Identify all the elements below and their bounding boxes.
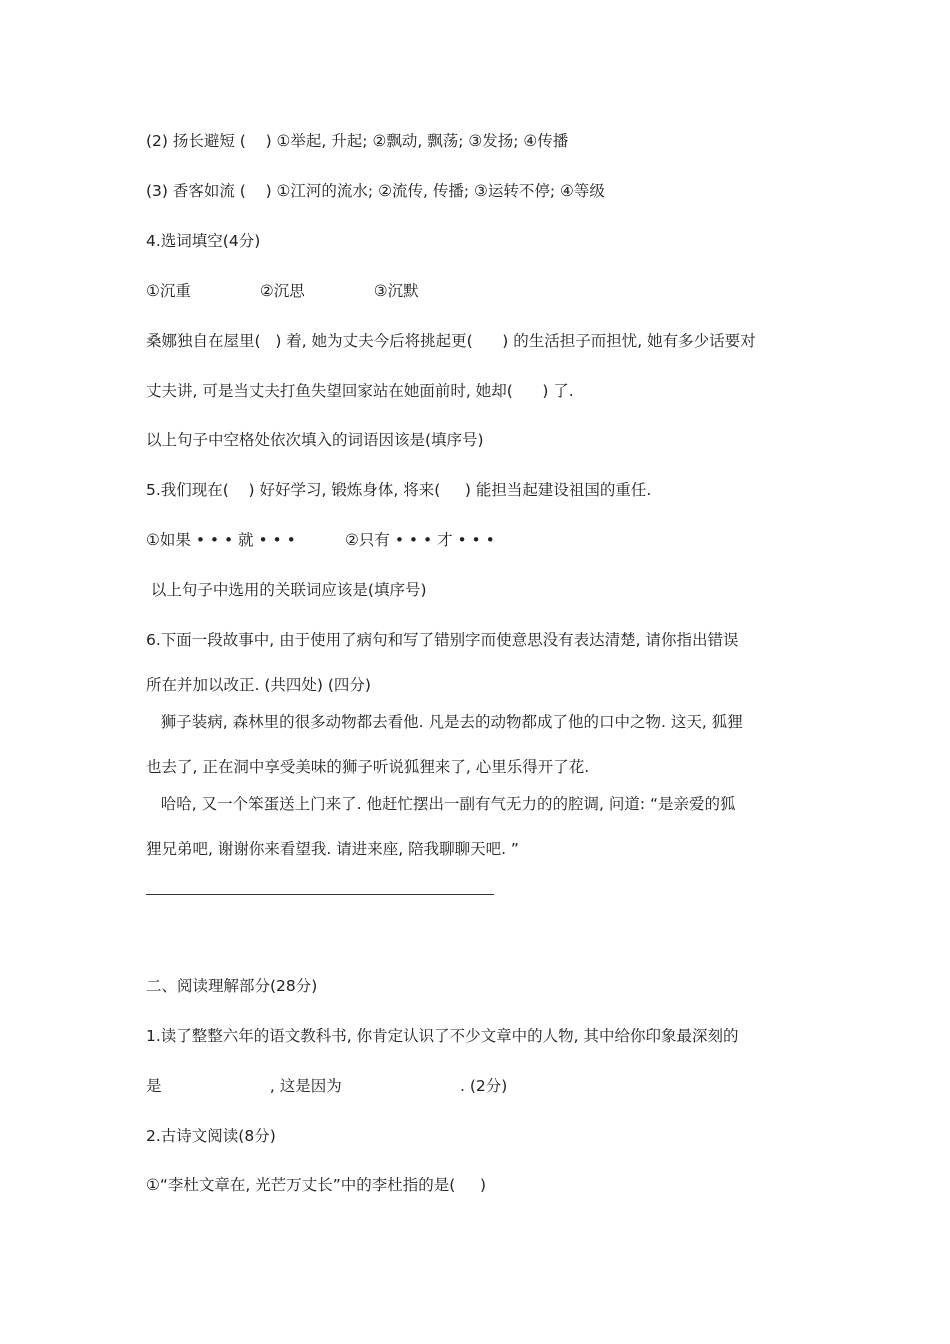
q3-item-2: (2) 扬长避短 ( ) ①举起, 升起; ②飘动, 飘荡; ③发扬; ④传播 [146,132,569,150]
q5-instruction: 以上句子中选用的关联词应该是(填序号) [146,581,427,599]
q6-prompt-line-1: 6.下面一段故事中, 由于使用了病句和写了错别字而使意思没有表达清楚, 请你指出错误 [146,631,739,649]
section-2-q1-line-2: 是 , 这是因为 . (2分) [146,1077,508,1095]
section-2-q1-line-1: 1.读了整整六年的语文教科书, 你肯定认识了不少文章中的人物, 其中给你印象最深刻的 [146,1027,739,1045]
answer-line [146,894,494,895]
q5-options: ①如果 • • • 就 • • • ②只有 • • • 才 • • • [146,531,495,549]
q5-sentence: 5.我们现在( ) 好好学习, 锻炼身体, 将来( ) 能担当起建设祖国的重任. [146,481,652,499]
q4-heading: 4.选词填空(4分) [146,232,261,250]
q3-item-3: (3) 香客如流 ( ) ①江河的流水; ②流传, 传播; ③运转不停; ④等级 [146,182,605,200]
section-2-q2-item-1: ①“李杜文章在, 光芒万丈长”中的李杜指的是( ) [146,1176,487,1194]
q6-story-para-1-line-2: 也去了, 正在洞中享受美味的狮子听说狐狸来了, 心里乐得开了花. [146,758,590,776]
q4-sentence-line-2: 丈夫讲, 可是当丈夫打鱼失望回家站在她面前时, 她却( ) 了. [146,382,574,400]
q4-options: ①沉重 ②沉思 ③沉默 [146,282,419,300]
q6-prompt-line-2: 所在并加以改正. (共四处) (四分) [146,676,371,694]
q6-story-para-2-line-1: 哈哈, 又一个笨蛋送上门来了. 他赶忙摆出一副有气无力的的腔调, 问道: “是亲爱的狐 [146,795,736,813]
q4-sentence-line-1: 桑娜独自在屋里( ) 着, 她为丈夫今后将挑起更( ) 的生活担子而担忧, 她有多少话要对 [146,332,756,350]
section-2-heading: 二、阅读理解部分(28分) [146,977,318,995]
q6-story-para-2-line-2: 狸兄弟吧, 谢谢你来看望我. 请进来座, 陪我聊聊天吧. ” [146,840,519,858]
q6-story-para-1-line-1: 狮子装病, 森林里的很多动物都去看他. 凡是去的动物都成了他的口中之物. 这天, 狐狸 [146,713,743,731]
section-2-q2-heading: 2.古诗文阅读(8分) [146,1127,276,1145]
q4-instruction: 以上句子中空格处依次填入的词语因该是(填序号) [146,431,484,449]
